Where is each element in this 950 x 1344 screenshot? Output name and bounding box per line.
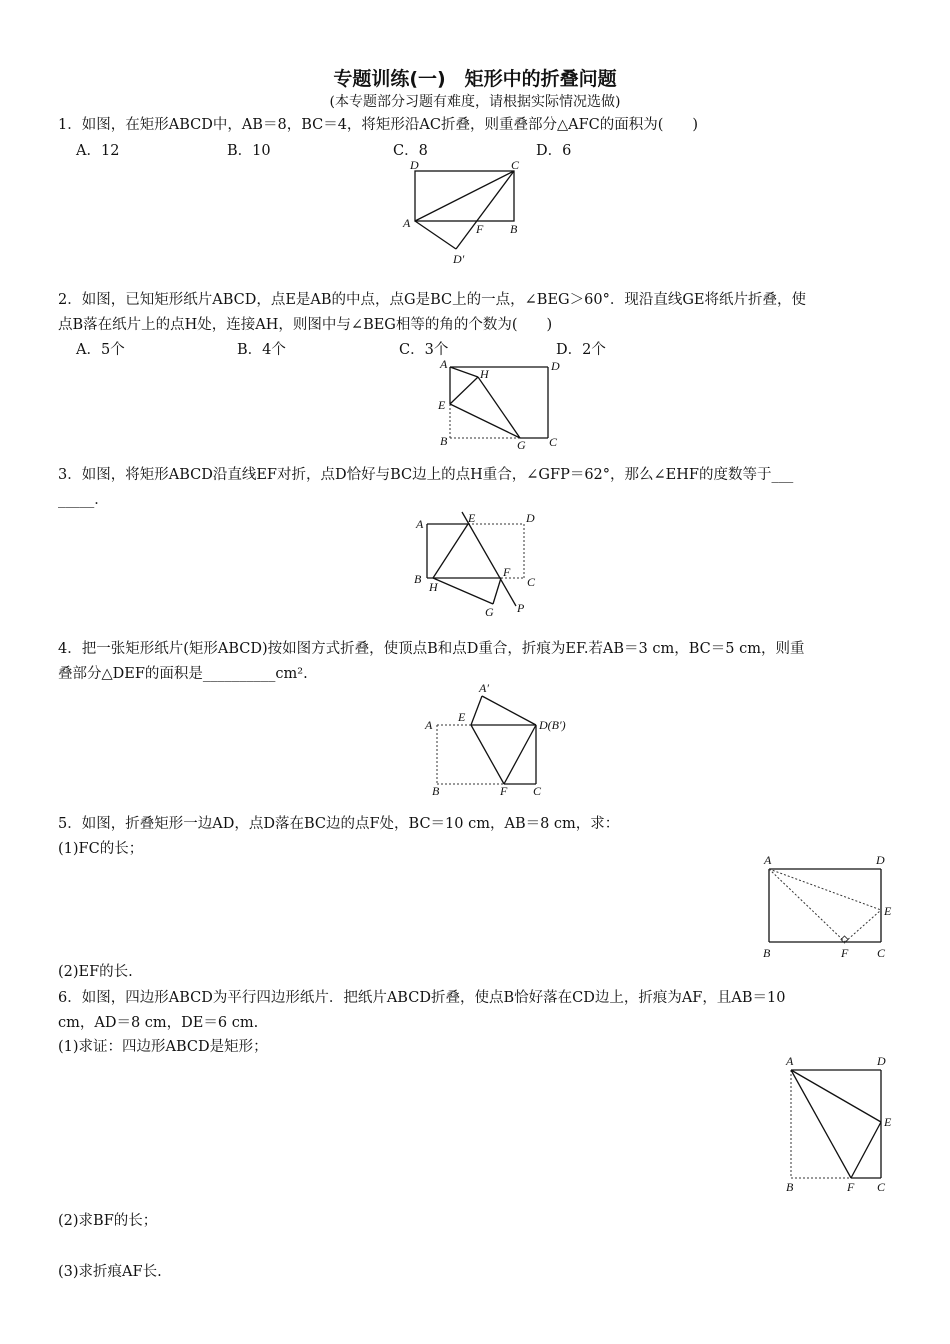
q4-label-c: C [533,784,542,798]
q3-label-d: D [526,511,535,525]
q2-option-a: A．5个 [76,342,125,358]
q6-label-c: C [877,1180,886,1194]
q4-label-f: F [500,784,508,798]
q6-label-b: B [786,1180,794,1194]
q2-figure [430,358,570,450]
q3-stem-line2: _____． [58,492,109,508]
q3-label-c: C [527,575,536,589]
q1-option-d: D．6 [536,143,572,159]
q4-figure [420,653,580,803]
q6-label-e: E [884,1115,892,1129]
q2-segment-ah [450,367,478,377]
q2-stem-line2: 点B落在纸片上的点H处，连接AH，则图中与∠BEG相等的角的个数为( ) [58,317,553,333]
q2-crease-eg [450,404,520,438]
q5-label-c: C [877,946,886,960]
q2-label-c: C [549,435,558,449]
q3-label-h: H [429,580,438,594]
q4-stem-line1: 4．把一张矩形纸片(矩形ABCD)按如图方式折叠，使顶点B和点D重合，折痕为EF.若AB＝3 cm，BC＝5 cm，则重 [58,641,805,657]
q2-option-b: B．4个 [237,342,286,358]
q1-option-b: B．10 [227,143,271,159]
q2-label-g: G [517,438,526,452]
q5-label-a: A [764,853,772,867]
q6-fold-fe [851,1122,881,1178]
q6-crease-af [791,1070,851,1178]
q1-label-d-prime: D′ [453,252,465,266]
q4-label-a-prime: A′ [479,681,489,695]
q2-label-a: A [440,357,448,371]
q6-label-f: F [847,1180,855,1194]
q2-fold-eh [450,377,478,404]
q2-label-e: E [438,398,446,412]
q6-label-a: A [786,1054,794,1068]
q4-crease-ef [471,725,504,784]
q5-label-f: F [841,946,849,960]
q5-part2: (2)EF的长. [58,964,133,980]
q4-label-d-b-prime: D(B′) [539,718,566,732]
q2-fold-hg [478,377,520,438]
q5-label-d: D [876,853,885,867]
q2-stem-line1: 2．如图，已知矩形纸片ABCD，点E是AB的中点，点G是BC上的一点，∠BEG＞60°．现沿直线GE将纸片折叠，使 [58,292,806,308]
q3-stem-line1: 3．如图，将矩形ABCD沿直线EF对折，点D恰好与BC边上的点H重合，∠GFP＝62°，那么∠EHF的度数等于___ [58,467,794,483]
page-title: 专题训练(一) 矩形中的折叠问题 [333,68,617,90]
q4-label-b: B [432,784,440,798]
q1-label-f: F [476,222,484,236]
q5-dotted-fe [845,910,881,942]
q1-option-a: A．12 [76,143,120,159]
q4-label-a: A [425,718,433,732]
q2-label-h: H [480,367,489,381]
q4-fold-fd [504,725,536,784]
q6-part1: (1)求证：四边形ABCD是矩形； [58,1039,268,1055]
q3-label-e: E [468,511,476,525]
q4-stem-line2: 叠部分△DEF的面积是__________cm². [58,666,308,682]
q3-fold-hg [433,578,493,604]
q3-label-p: P [517,601,525,615]
q5-stem: 5．如图，折叠矩形一边AD，点D落在BC边的点F处，BC＝10 cm，AB＝8 cm，求： [58,816,620,832]
q1-figure [398,155,533,270]
q1-fold-ad [415,221,456,249]
q3-fold-gf [493,578,501,604]
q4-label-e: E [458,710,466,724]
q1-stem: 1．如图，在矩形ABCD中，AB＝8，BC＝4，将矩形沿AC折叠，则重叠部分△AFC的面积为( ) [58,117,699,133]
q3-label-g: G [485,605,494,619]
q5-label-e: E [884,904,892,918]
q6-label-d: D [877,1054,886,1068]
q1-label-d: D [410,158,419,172]
q1-label-a: A [403,216,411,230]
q1-fold-dc [456,171,514,249]
q2-option-c: C．3个 [399,342,449,358]
q2-label-d: D [551,359,560,373]
q6-fold-ae [791,1070,881,1122]
q1-label-b: B [510,222,518,236]
q5-label-b: B [763,946,771,960]
q6-figure [775,1050,905,1200]
q5-dotted-af [769,869,845,942]
q5-part1: (1)FC的长； [58,841,144,857]
q1-diagonal-ac [415,171,514,221]
q2-label-b: B [440,434,448,448]
q3-figure [408,508,548,620]
page-subtitle: (本专题部分习题有难度，请根据实际情况选做) [329,94,621,110]
q6-stem-line2: cm，AD＝8 cm，DE＝6 cm. [58,1015,259,1031]
q5-figure [755,850,900,965]
q4-fold-ea [471,696,482,725]
q3-label-a: A [416,517,424,531]
q4-fold-ad [482,696,536,725]
q2-option-d: D．2个 [556,342,606,358]
q3-label-f: F [503,565,511,579]
q5-crease-ae [769,869,881,910]
q1-option-c: C．8 [393,143,428,159]
q6-part3: (3)求折痕AF长. [58,1264,162,1280]
q6-stem-line1: 6．如图，四边形ABCD为平行四边形纸片．把纸片ABCD折叠，使点B恰好落在CD边上，折痕为AF，且AB＝10 [58,990,786,1006]
q6-part2: (2)求BF的长； [58,1213,158,1229]
q3-label-b: B [414,572,422,586]
q3-crease-line [462,512,516,606]
q1-label-c: C [511,158,520,172]
q3-fold-he [433,524,468,578]
